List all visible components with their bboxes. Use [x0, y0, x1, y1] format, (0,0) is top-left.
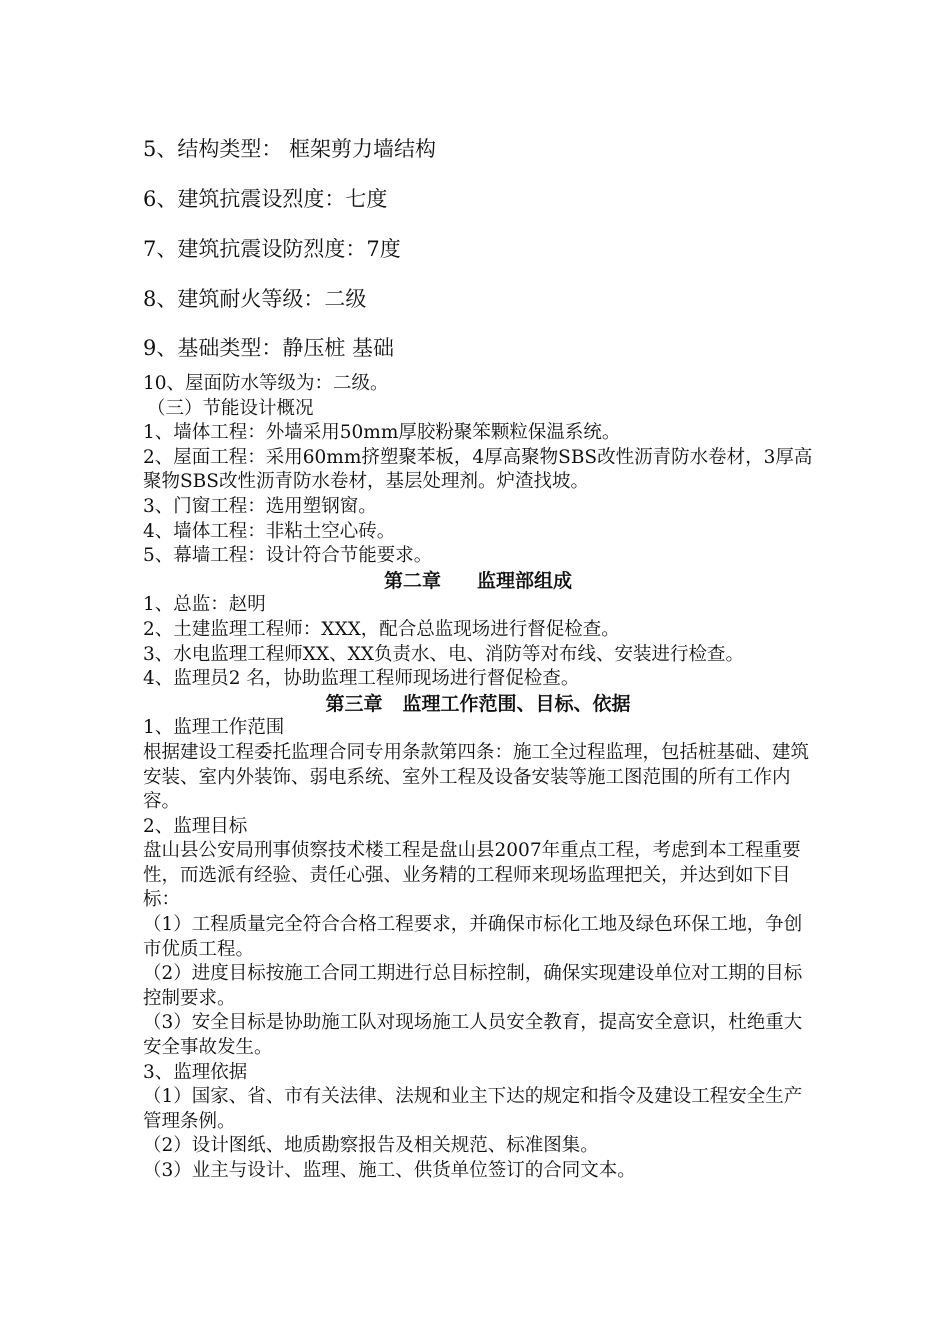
chapter-3-number: 第三章 — [325, 692, 383, 715]
basis-item: （2）设计图纸、地质勘察报告及相关规范、标准图集。 — [143, 1135, 599, 1157]
chapter-2-number: 第二章 — [383, 569, 441, 592]
basis-heading: 3、监理依据 — [143, 1061, 248, 1083]
energy-design-subheading: （三）节能设计概况 — [147, 397, 314, 419]
roof-waterproof-line: 10、屋面防水等级为：二级。 — [143, 373, 389, 394]
staff-item: 1、总监：赵明 — [143, 594, 266, 616]
seismic-fortification-line: 7、建筑抗震设防烈度：7度 — [143, 237, 401, 261]
goal-item: （3）安全目标是协助施工队对现场施工人员安全教育，提高安全意识，杜绝重大安全事故发生。 — [143, 1012, 803, 1059]
document-body — [143, 372, 813, 1184]
energy-item: 5、幕墙工程：设计符合节能要求。 — [143, 545, 433, 567]
energy-item: 2、屋面工程：采用60mm挤塑聚苯板，4厚高聚物SBS改性沥青防水卷材，3厚高聚物SBS改性沥青防水卷材，基层处理剂。炉渣找坡。 — [143, 446, 813, 493]
goal-heading: 2、监理目标 — [143, 815, 248, 837]
energy-item: 3、门窗工程：选用塑钢窗。 — [143, 495, 377, 517]
chapter-2-heading — [143, 569, 813, 594]
staff-item: 4、监理员2 名，协助监理工程师现场进行督促检查。 — [143, 668, 580, 690]
goal-item: （2）进度目标按施工合同工期进行总目标控制，确保实现建设单位对工期的目标控制要求。 — [143, 963, 803, 1009]
scope-heading: 1、监理工作范围 — [143, 717, 285, 739]
staff-item: 2、土建监理工程师：XXX，配合总监现场进行督促检查。 — [143, 618, 620, 640]
chapter-3-heading — [143, 692, 813, 717]
basis-item: （1）国家、省、市有关法律、法规和业主下达的规定和指令及建设工程安全生产管理条例。 — [143, 1086, 803, 1132]
foundation-type-line: 9、基础类型：静压桩 基础 — [143, 336, 395, 360]
staff-item: 3、水电监理工程师XX、XX负责水、电、消防等对布线、安装进行检查。 — [143, 643, 744, 665]
energy-item: 4、墙体工程：非粘土空心砖。 — [143, 520, 396, 542]
goal-item: （1）工程质量完全符合合格工程要求，并确保市标化工地及绿色环保工地，争创市优质工程。 — [143, 914, 803, 960]
chapter-2-title: 监理部组成 — [477, 569, 573, 592]
structure-type-line: 5、结构类型： 框架剪力墙结构 — [143, 137, 437, 161]
goal-paragraph: 盘山县公安局刑事侦察技术楼工程是盘山县2007年重点工程，考虑到本工程重要性，而选派有经验、责任心强、业务精的工程师来现场监理把关，并达到如下目标： — [143, 840, 801, 911]
scope-paragraph: 根据建设工程委托监理合同专用条款第四条：施工全过程监理，包括桩基础、建筑安装、室内外装饰、弱电系统、室外工程及设备安装等施工图范围的所有工作内容。 — [143, 741, 810, 813]
basis-item: （3）业主与设计、监理、施工、供货单位签订的合同文本。 — [143, 1160, 636, 1181]
energy-item: 1、墙体工程：外墙采用50mm厚胶粉聚笨颗粒保温系统。 — [143, 422, 621, 444]
chapter-3-title: 监理工作范围、目标、依据 — [402, 692, 631, 715]
seismic-intensity-line: 6、建筑抗震设烈度：七度 — [143, 187, 388, 211]
fire-rating-line: 8、建筑耐火等级：二级 — [143, 287, 367, 311]
